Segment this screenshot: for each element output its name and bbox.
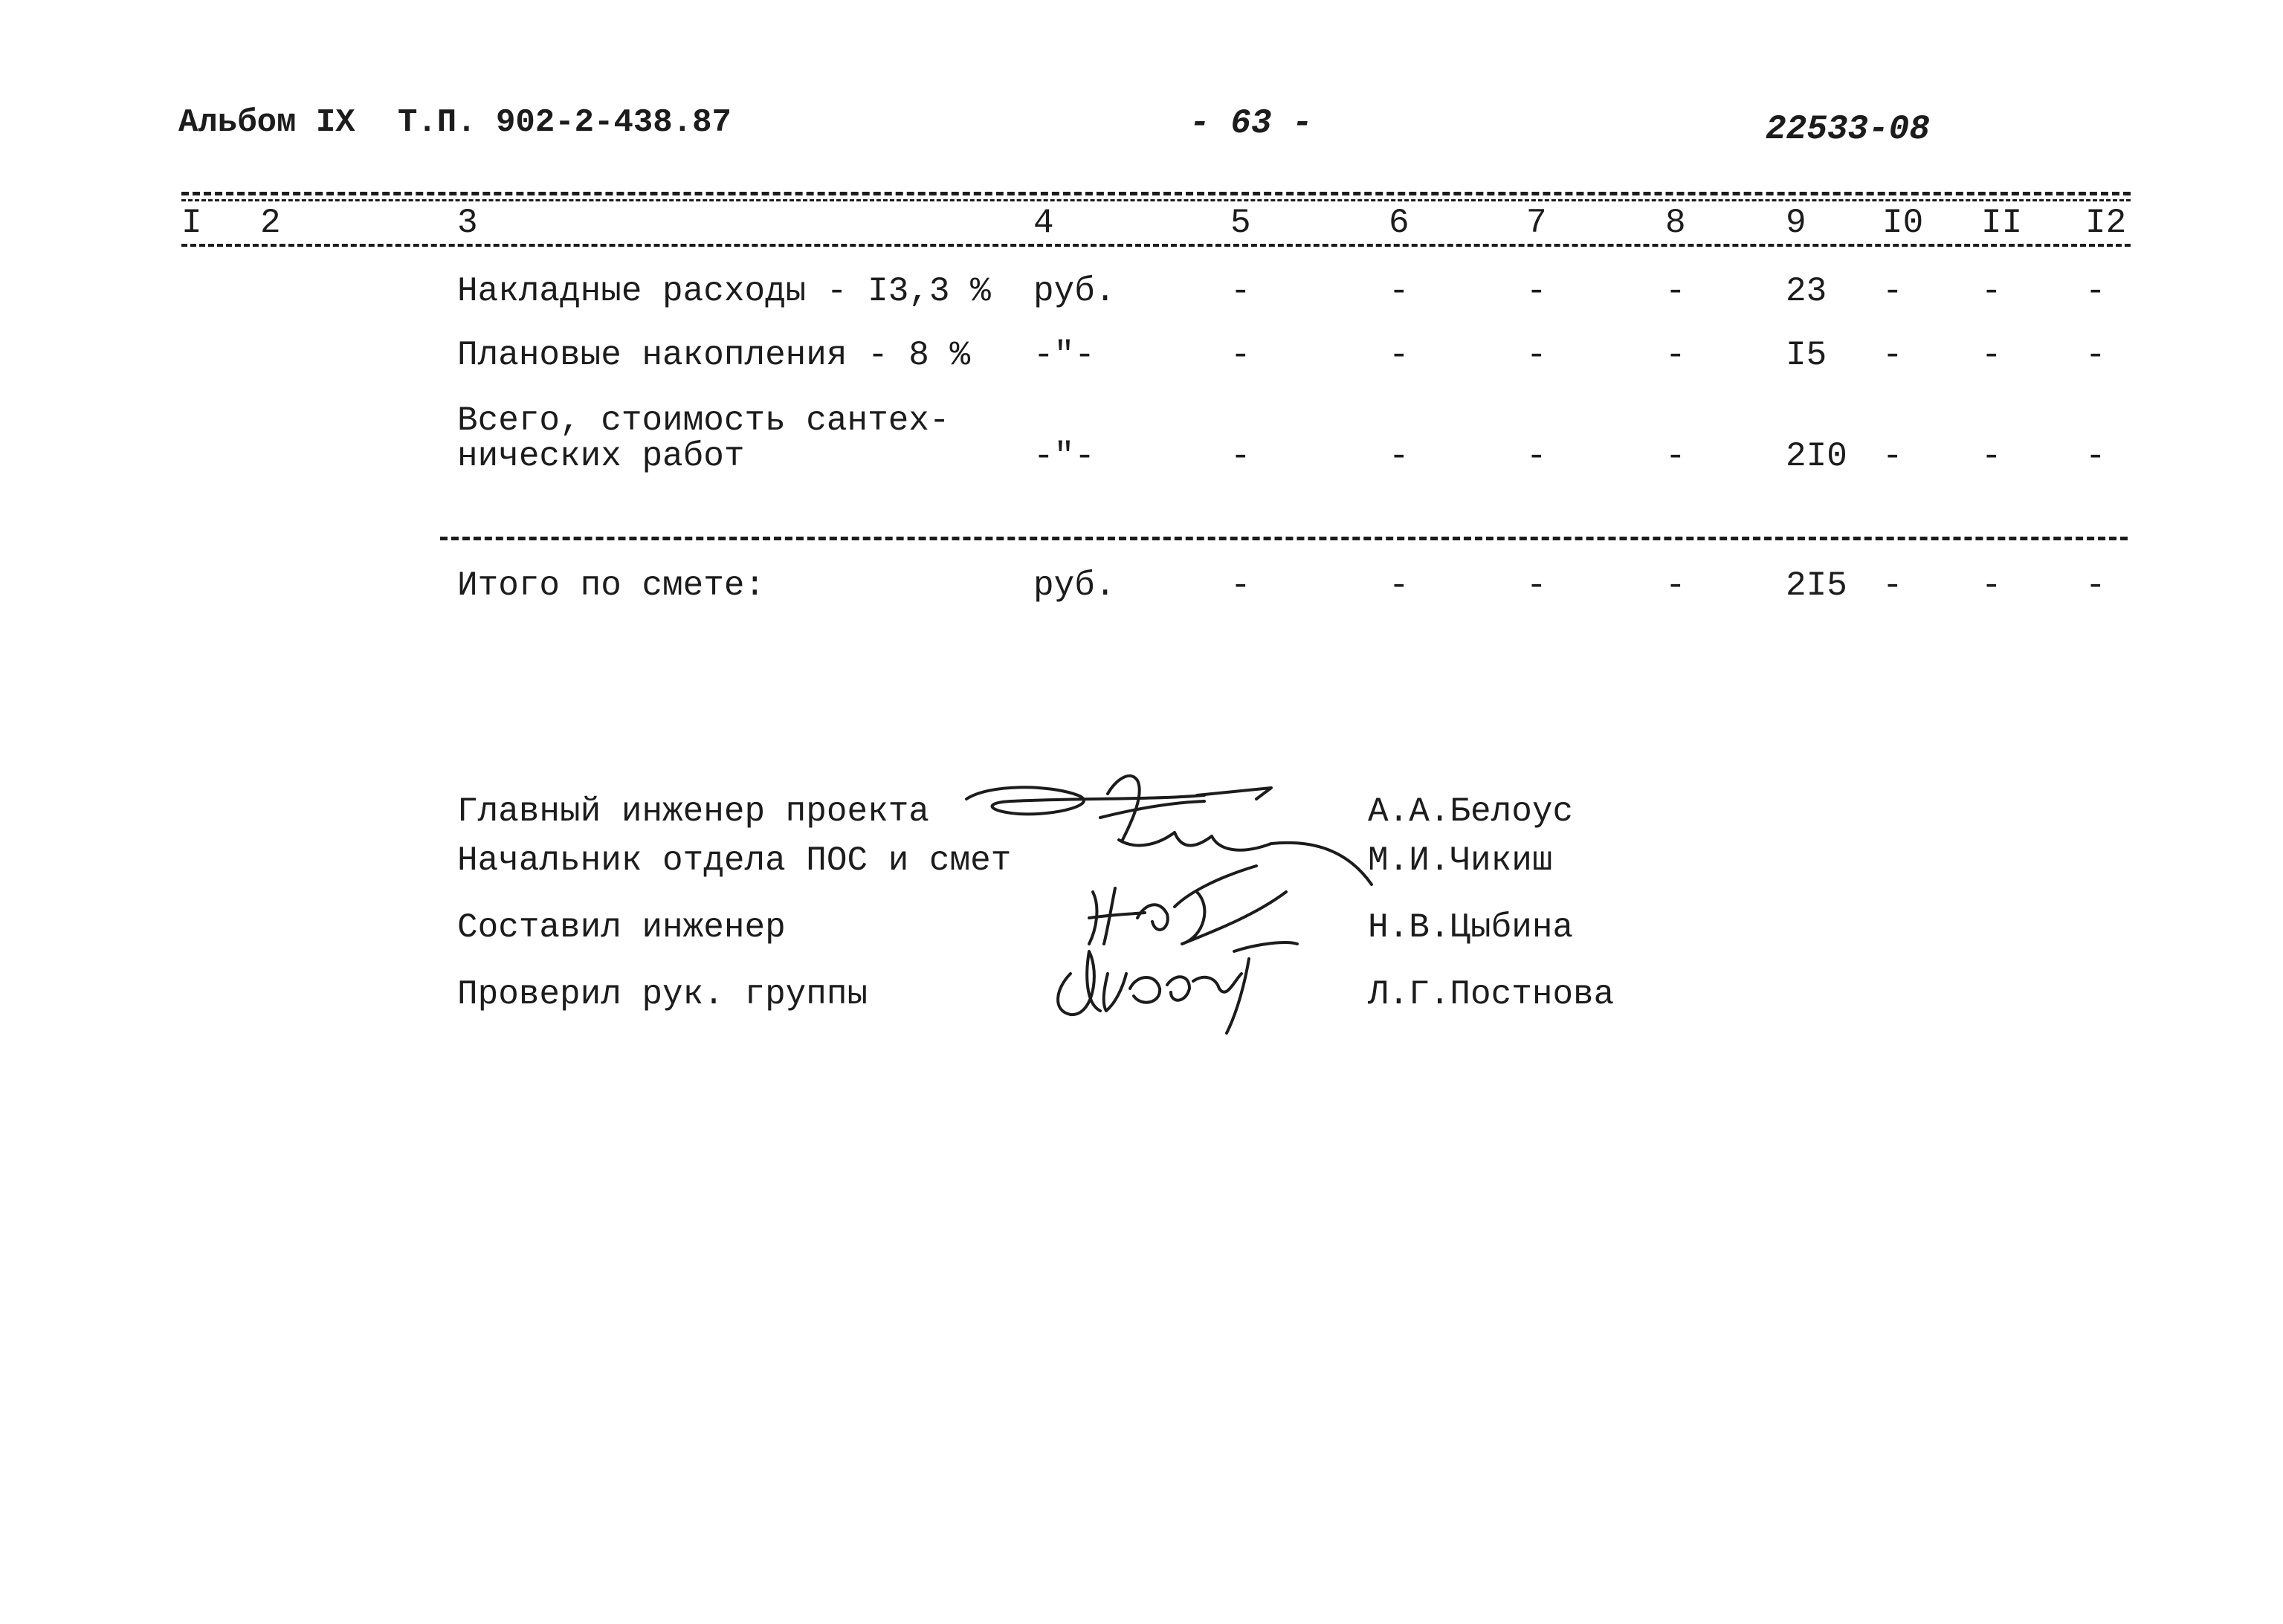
cell-col11: - bbox=[1981, 272, 2002, 311]
signature-role: Начальник отдела ПОС и смет bbox=[457, 841, 1012, 880]
cell-col12: - bbox=[2085, 437, 2106, 476]
cell-col10: - bbox=[1882, 336, 1903, 375]
table-header-rule bbox=[181, 244, 2131, 247]
cell-col6: - bbox=[1389, 437, 1409, 476]
cell-col8: - bbox=[1665, 272, 1686, 311]
column-header-11: II bbox=[1981, 204, 2023, 242]
handwritten-signature-3 bbox=[1048, 929, 1301, 1041]
total-col6: - bbox=[1389, 566, 1409, 605]
cell-col11: - bbox=[1981, 437, 2002, 476]
row-name: Накладные расходы - I3,3 % bbox=[457, 272, 991, 311]
page-number: - 63 - bbox=[1189, 104, 1313, 143]
project-code: Т.П. 902-2-438.87 bbox=[398, 104, 732, 141]
cell-col8: - bbox=[1665, 437, 1686, 476]
column-header-3: 3 bbox=[457, 204, 478, 242]
cell-col6: - bbox=[1389, 336, 1409, 375]
table-top-rule bbox=[181, 192, 2131, 195]
column-header-2: 2 bbox=[260, 204, 281, 242]
cell-col6: - bbox=[1389, 272, 1409, 311]
total-col9: 2I5 bbox=[1786, 566, 1847, 605]
cell-col7: - bbox=[1526, 437, 1547, 476]
total-col5: - bbox=[1230, 566, 1251, 605]
column-header-1: I bbox=[181, 204, 202, 242]
total-col12: - bbox=[2085, 566, 2106, 605]
cell-col9: 2I0 bbox=[1786, 437, 1847, 476]
row-name-line2: нических работ bbox=[457, 437, 745, 476]
cell-col12: - bbox=[2085, 336, 2106, 375]
table-top-rule-inner bbox=[181, 199, 2131, 201]
total-col8: - bbox=[1665, 566, 1686, 605]
total-col11: - bbox=[1981, 566, 2002, 605]
signature-person: Л.Г.Постнова bbox=[1368, 975, 1615, 1014]
total-col10: - bbox=[1882, 566, 1903, 605]
cell-col12: - bbox=[2085, 272, 2106, 311]
signature-person: М.И.Чикиш bbox=[1368, 841, 1553, 880]
cell-col9: I5 bbox=[1786, 336, 1827, 375]
row-unit: -"- bbox=[1033, 336, 1095, 375]
signature-role: Главный инженер проекта bbox=[457, 792, 929, 831]
cell-col7: - bbox=[1526, 272, 1547, 311]
row-unit: руб. bbox=[1033, 272, 1116, 311]
column-header-5: 5 bbox=[1230, 204, 1251, 242]
total-col7: - bbox=[1526, 566, 1547, 605]
signature-role: Составил инженер bbox=[457, 908, 786, 947]
column-header-6: 6 bbox=[1389, 204, 1409, 242]
column-header-12: I2 bbox=[2085, 204, 2127, 242]
column-header-10: I0 bbox=[1882, 204, 1924, 242]
column-header-9: 9 bbox=[1786, 204, 1806, 242]
cell-col11: - bbox=[1981, 336, 2002, 375]
column-header-7: 7 bbox=[1526, 204, 1547, 242]
row-unit: -"- bbox=[1033, 437, 1095, 476]
document-code: 22533-08 bbox=[1766, 110, 1930, 149]
total-label: Итого по смете: bbox=[457, 566, 766, 605]
cell-col10: - bbox=[1882, 437, 1903, 476]
signature-person: Н.В.Цыбина bbox=[1368, 908, 1574, 947]
cell-col7: - bbox=[1526, 336, 1547, 375]
column-header-4: 4 bbox=[1033, 204, 1054, 242]
total-separator bbox=[440, 537, 2128, 540]
album-label: Альбом IX bbox=[178, 104, 355, 141]
row-name: Плановые накопления - 8 % bbox=[457, 336, 971, 375]
row-name-line1: Всего, стоимость сантех- bbox=[457, 401, 950, 440]
cell-col9: 23 bbox=[1786, 272, 1827, 311]
cell-col5: - bbox=[1230, 272, 1251, 311]
total-unit: руб. bbox=[1033, 566, 1116, 605]
signature-person: А.А.Белоус bbox=[1368, 792, 1574, 831]
cell-col5: - bbox=[1230, 336, 1251, 375]
cell-col8: - bbox=[1665, 336, 1686, 375]
cell-col5: - bbox=[1230, 437, 1251, 476]
signature-role: Проверил рук. группы bbox=[457, 975, 868, 1014]
cell-col10: - bbox=[1882, 272, 1903, 311]
column-header-8: 8 bbox=[1665, 204, 1686, 242]
